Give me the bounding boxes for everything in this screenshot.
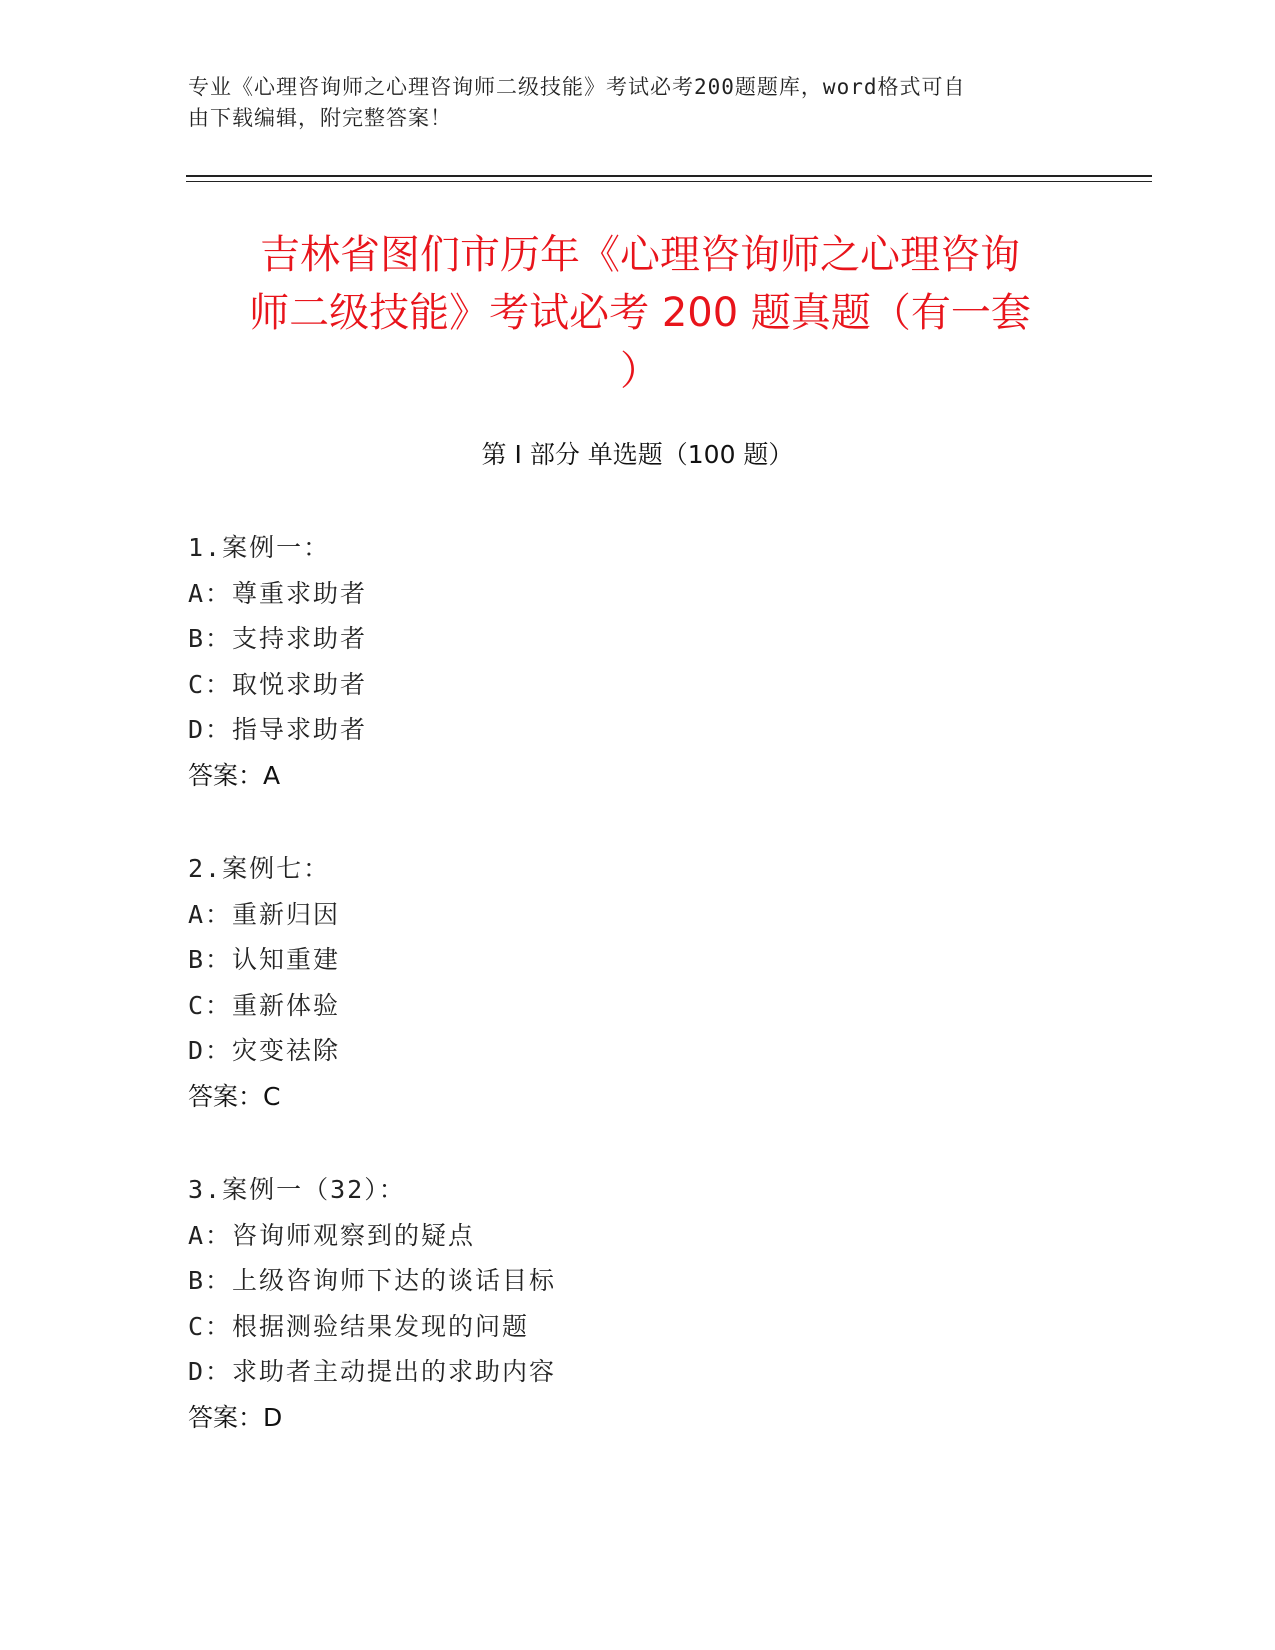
answer-key: 答案：C xyxy=(188,1081,281,1111)
header-note-line-1: 专业《心理咨询师之心理咨询师二级技能》考试必考200题题库，word格式可自 xyxy=(188,75,966,99)
question-stem: 1.案例一： xyxy=(188,533,331,562)
option-c: C：根据测验结果发现的问题 xyxy=(188,1311,530,1341)
option-d: D：求助者主动提出的求助内容 xyxy=(188,1357,557,1386)
option-c: C：取悦求助者 xyxy=(188,669,368,699)
section-heading: 第 I 部分 单选题（100 题） xyxy=(481,440,794,469)
question-3 xyxy=(188,1167,1088,1440)
option-a: A：尊重求助者 xyxy=(188,578,368,608)
document-title-line-1: 吉林省图们市历年《心理咨询师之心理咨询 xyxy=(260,232,1020,278)
header-note-line-2: 由下载编辑，附完整答案！ xyxy=(188,106,452,130)
option-a: A：重新归因 xyxy=(188,899,341,929)
option-c: C：重新体验 xyxy=(188,990,341,1020)
question-list xyxy=(188,525,1088,1488)
option-a: A：咨询师观察到的疑点 xyxy=(188,1220,476,1250)
question-stem: 2.案例七： xyxy=(188,854,331,883)
header-note xyxy=(188,72,1088,134)
header-divider-thin xyxy=(186,181,1152,182)
option-b: B：认知重建 xyxy=(188,945,341,974)
document-title-line-2: 师二级技能》考试必考 200 题真题（有一套 xyxy=(249,290,1031,336)
question-1 xyxy=(188,525,1088,798)
option-d: D：指导求助者 xyxy=(188,715,368,744)
option-b: B：上级咨询师下达的谈话目标 xyxy=(188,1266,557,1295)
answer-key: 答案：A xyxy=(188,760,281,790)
question-2 xyxy=(188,846,1088,1119)
question-stem: 3.案例一（32）： xyxy=(188,1175,406,1204)
option-b: B：支持求助者 xyxy=(188,624,368,653)
document-title-line-3: ） xyxy=(620,348,660,394)
option-d: D：灾变祛除 xyxy=(188,1036,341,1065)
answer-key: 答案：D xyxy=(188,1402,283,1432)
document-title xyxy=(190,226,1090,400)
header-divider-thick xyxy=(186,175,1152,177)
